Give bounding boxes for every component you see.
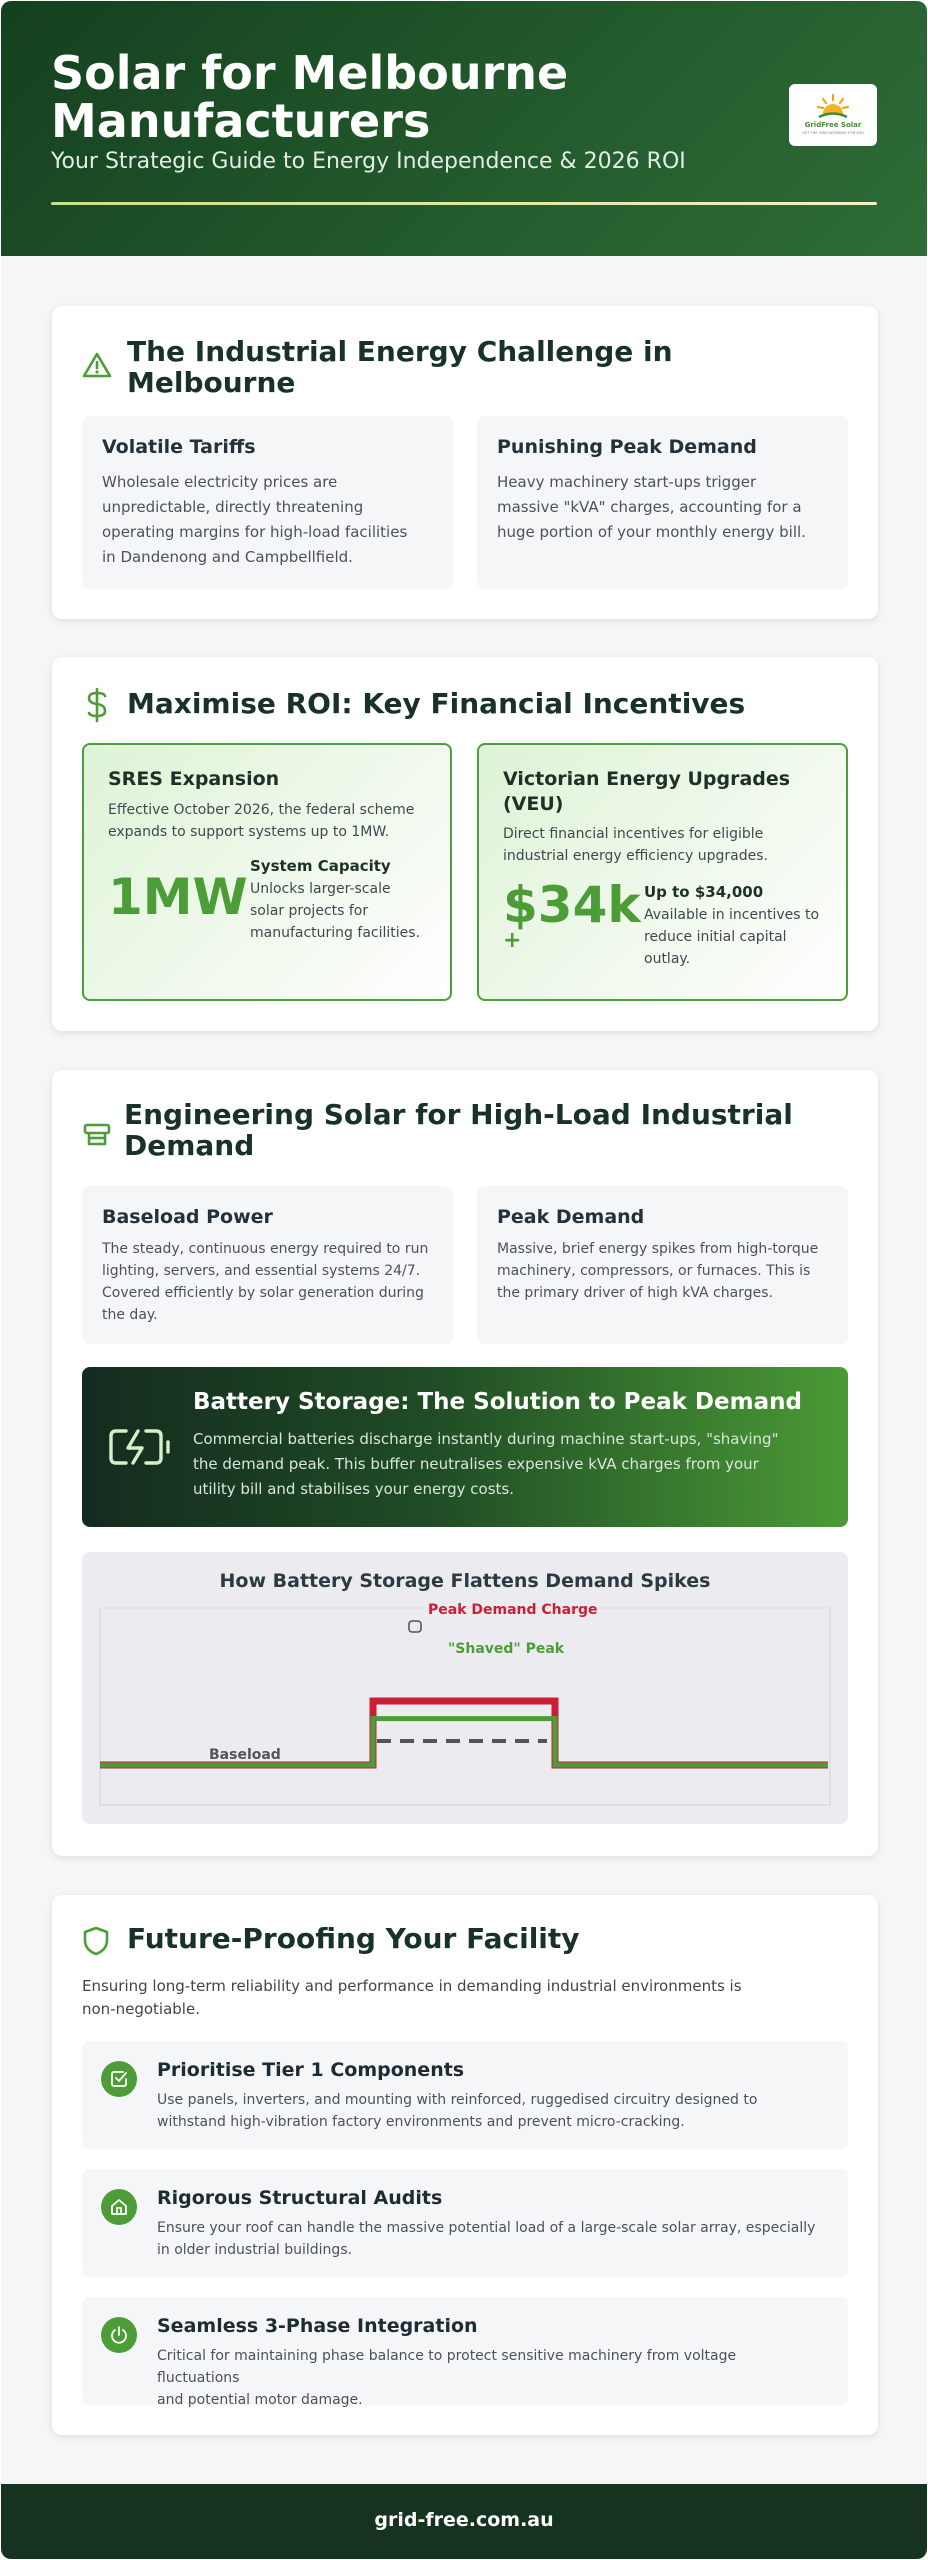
- incentive-stat-label: Up to $34,000: [644, 883, 764, 901]
- incentive-title: SRES Expansion: [108, 768, 280, 790]
- engineering-section: [52, 1070, 878, 1856]
- page-header: [1, 1, 927, 256]
- incentive-stat-label: System Capacity: [250, 857, 391, 875]
- challenge-card-tariffs: [82, 416, 453, 589]
- engineering-card-title: Peak Demand: [497, 1206, 645, 1228]
- engineering-card-baseload: [82, 1186, 453, 1344]
- challenge-card-peak: [477, 416, 848, 589]
- logo-wordmark: GridFree Solar: [804, 121, 862, 129]
- feature-icon: [101, 2061, 137, 2097]
- future-section: [52, 1895, 878, 2435]
- incentive-description: Effective October 2026, the federal scheme expands to support systems up to 1MW.: [108, 802, 415, 840]
- engineering-title: Engineering Solar for High-Load Industrial Demand: [124, 1098, 793, 1162]
- peak-demand-label: Peak Demand Charge: [428, 1602, 598, 1618]
- feature-structural-audits: [82, 2169, 848, 2277]
- footer-url[interactable]: grid-free.com.au: [374, 2509, 554, 2531]
- logo-tagline: GET THE GRID WORKING FOR YOU: [802, 131, 864, 135]
- battery-charging-icon: [108, 1425, 172, 1469]
- battery-callout: [82, 1367, 848, 1527]
- power-icon: [110, 2326, 128, 2344]
- challenge-card-title: Volatile Tariffs: [102, 436, 256, 458]
- incentive-card-sres: [82, 743, 452, 1001]
- shield-icon: [82, 1925, 110, 1957]
- challenge-section: [52, 306, 878, 619]
- feature-icon: [101, 2317, 137, 2353]
- feature-icon: [101, 2189, 137, 2225]
- sun-icon: [815, 92, 851, 120]
- demand-chart-plot: [82, 1552, 848, 1824]
- incentive-big-figure-plus: +: [503, 928, 522, 953]
- page-subtitle: Your Strategic Guide to Energy Independence & 2026 ROI: [51, 149, 686, 174]
- battery-callout-title: Battery Storage: The Solution to Peak Demand: [193, 1389, 802, 1415]
- engineering-card-text: Massive, brief energy spikes from high-torque machinery, compressors, or furnaces. This is the primary driver of high kVA charges.: [497, 1241, 819, 1301]
- feature-3phase-integration: [82, 2297, 848, 2408]
- feature-text: Use panels, inverters, and mounting with reinforced, ruggedised circuitry designed to withstand high-vibration factory environments and prevent micro-cracking.: [157, 2092, 758, 2130]
- feature-tier1-components: [82, 2041, 848, 2149]
- page-footer: [1, 2484, 927, 2559]
- demand-chart: [82, 1552, 848, 1824]
- feature-title: Seamless 3-Phase Integration: [157, 2315, 478, 2337]
- feature-text: Ensure your roof can handle the massive potential load of a large-scale solar array, especially in older industrial buildings.: [157, 2220, 816, 2258]
- incentive-card-veu: [477, 743, 848, 1001]
- future-title: Future-Proofing Your Facility: [127, 1922, 580, 1955]
- incentives-title: Maximise ROI: Key Financial Incentives: [127, 687, 746, 720]
- home-icon: [110, 2198, 128, 2216]
- engineering-card-peak: [477, 1186, 848, 1344]
- factory-icon: [82, 1122, 112, 1148]
- engineering-card-text: The steady, continuous energy required to run lighting, servers, and essential systems 24/7. Covered efficiently by solar generation during the day.: [102, 1241, 429, 1323]
- challenge-card-text: Heavy machinery start-ups trigger massive "kVA" charges, accounting for a huge portion of your monthly energy bill.: [497, 473, 806, 541]
- checkbox-icon: [110, 2070, 128, 2088]
- page: [1, 1, 927, 2559]
- incentive-title: Victorian Energy Upgrades (VEU): [503, 768, 791, 815]
- feature-text: Critical for maintaining phase balance to protect sensitive machinery from voltage fluctuations and potential motor damage.: [157, 2348, 737, 2408]
- incentive-stat-description: Available in incentives to reduce initial capital outlay.: [644, 907, 820, 967]
- challenge-card-text: Wholesale electricity prices are unpredictable, directly threatening operating margins for high-load facilities in Dandenong and Campbellfield.: [102, 473, 408, 566]
- incentive-big-figure: $34k: [503, 876, 641, 934]
- feature-title: Rigorous Structural Audits: [157, 2187, 443, 2209]
- peak-marker-icon: [409, 1621, 421, 1632]
- incentive-description: Direct financial incentives for eligible industrial energy efficiency upgrades.: [503, 826, 768, 864]
- dollar-icon: [82, 687, 112, 723]
- page-title: Solar for Melbourne Manufacturers: [51, 46, 569, 148]
- incentive-stat-description: Unlocks larger-scale solar projects for manufacturing facilities.: [250, 881, 420, 941]
- warning-icon: [82, 351, 112, 379]
- feature-title: Prioritise Tier 1 Components: [157, 2059, 465, 2081]
- shaved-peak-label: "Shaved" Peak: [448, 1641, 565, 1657]
- incentive-big-figure: 1MW: [108, 868, 248, 926]
- brand-logo[interactable]: [789, 84, 877, 146]
- header-divider: [51, 202, 877, 205]
- incentives-section: [52, 657, 878, 1031]
- challenge-card-title: Punishing Peak Demand: [497, 436, 757, 458]
- baseload-label: Baseload: [209, 1747, 281, 1763]
- battery-callout-text: Commercial batteries discharge instantly during machine start-ups, "shaving" the demand peak. This buffer neutralises expensive kVA charges from your utility bill and stabilises your energy costs.: [193, 1430, 779, 1498]
- chart-title: How Battery Storage Flattens Demand Spikes: [219, 1570, 711, 1592]
- engineering-card-title: Baseload Power: [102, 1206, 273, 1228]
- future-intro: Ensuring long-term reliability and performance in demanding industrial environments is non-negotiable.: [82, 1977, 742, 2018]
- challenge-title: The Industrial Energy Challenge in Melbourne: [127, 335, 673, 399]
